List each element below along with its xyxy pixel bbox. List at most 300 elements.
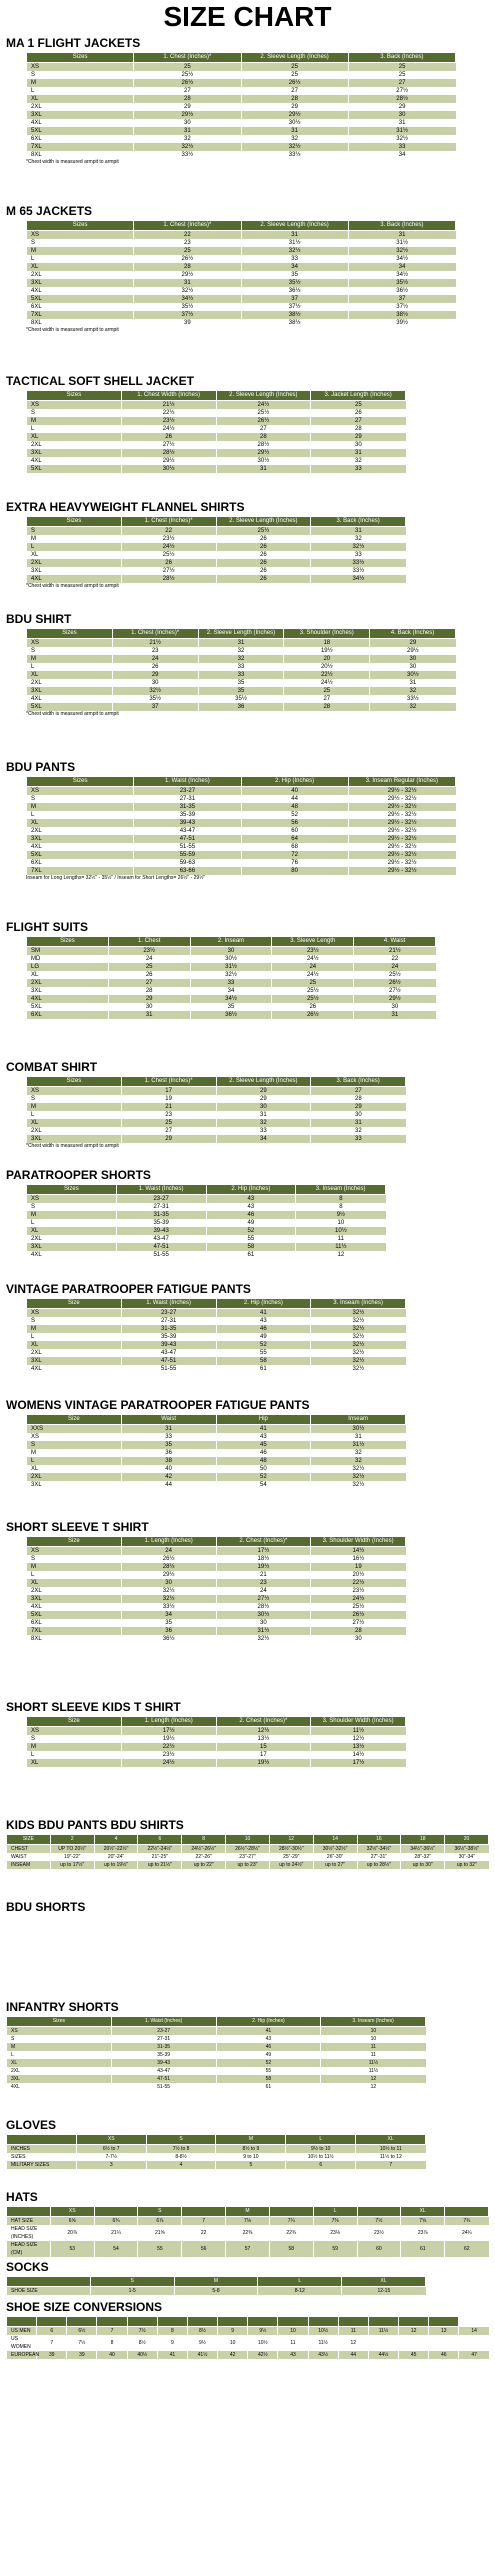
table-cell: 14 — [459, 2327, 489, 2336]
table-cell: 6½ to 7 — [76, 2145, 146, 2154]
table-cell: 28 — [241, 95, 348, 103]
table-cell: 42 — [218, 2351, 248, 2359]
table-row — [27, 1203, 386, 1211]
table-cell: S — [27, 1441, 122, 1449]
table-cell: 9½ — [296, 1211, 386, 1219]
table-row — [27, 647, 456, 655]
table-header-cell — [7, 2277, 91, 2287]
table-cell: 26 — [121, 433, 216, 441]
table-cell: 22¾ — [269, 2225, 313, 2241]
table-cell: L — [27, 255, 134, 263]
table-cell: 12-15 — [342, 2287, 426, 2296]
table-header-cell: 1. Waist (Inches) — [134, 777, 241, 787]
table-cell: 29½ - 32½ — [348, 819, 455, 827]
table-cell: 36 — [198, 703, 284, 711]
table-cell: M — [27, 803, 134, 811]
table-cell: 30½ — [216, 457, 311, 465]
table-cell: 33 — [216, 1127, 311, 1135]
table-cell: 25 — [272, 979, 354, 987]
table-cell: 6XL — [27, 303, 134, 311]
table-row — [27, 425, 406, 433]
table-cell: 30 — [216, 1619, 311, 1627]
table-cell: 12 — [296, 1251, 386, 1259]
table-cell: 23-27 — [111, 2027, 216, 2036]
table-header-cell: Inseam — [311, 1415, 406, 1425]
section-note: *Chest width is measured armpit to armpit — [26, 1143, 119, 1149]
table-row — [27, 963, 436, 971]
table-row — [27, 87, 456, 95]
table-row — [27, 527, 406, 536]
table-cell: S — [27, 647, 113, 655]
table-cell: XS — [27, 231, 134, 240]
table-cell: 29½ — [216, 449, 311, 457]
table-cell: 36½"-38½" — [445, 1845, 489, 1854]
table-header-cell: L — [313, 2207, 357, 2217]
table-cell: HAT SIZE — [7, 2217, 51, 2226]
table-cell: 2XL — [27, 441, 122, 449]
table-row — [7, 2327, 490, 2336]
table-cell: 3XL — [27, 1357, 122, 1365]
table-header-cell: 2. Hip (Inches) — [241, 777, 348, 787]
table-cell: 7⅜ — [313, 2217, 357, 2226]
table-cell: L — [27, 1457, 122, 1465]
table-cell: 42½ — [248, 2351, 278, 2359]
size-section — [6, 2118, 489, 2169]
table-row — [27, 1235, 386, 1243]
table-cell: 25 — [134, 247, 241, 255]
table-cell: 20"-24" — [94, 1853, 138, 1861]
table-cell: 47 — [459, 2351, 489, 2359]
table-header-cell: S — [146, 2135, 216, 2145]
table-cell: 29 — [112, 671, 198, 679]
table-cell: 23½ — [311, 1587, 406, 1595]
table-row — [27, 1481, 406, 1489]
table-cell: 34½ — [134, 295, 241, 303]
table-cell: 32 — [311, 1127, 406, 1135]
table-row — [7, 1861, 489, 1869]
table-row — [27, 1433, 406, 1441]
table-header-cell: Sizes — [27, 777, 134, 787]
table-cell: 5 — [216, 2161, 286, 2169]
table-row — [7, 2145, 426, 2154]
table-cell: 41 — [216, 1309, 311, 1318]
table-cell: 25 — [348, 71, 455, 79]
table-cell: 4XL — [7, 2083, 112, 2091]
table-cell: 8-12 — [258, 2287, 342, 2296]
table-cell: 26 — [216, 559, 311, 567]
table-row — [27, 1095, 406, 1103]
table-cell: 8XL — [27, 1635, 122, 1643]
table-cell: HEAD SIZE (INCHES) — [7, 2225, 51, 2241]
table-cell: 3 — [76, 2161, 146, 2169]
table-cell: 11 — [321, 2051, 426, 2059]
table-cell: 32½ — [121, 1595, 216, 1603]
table-cell: 26½ — [272, 1011, 354, 1019]
table-cell: 30 — [370, 663, 456, 671]
table-cell: 32 — [370, 687, 456, 695]
table-cell: 61 — [216, 1365, 311, 1373]
table-cell: 39½ — [348, 319, 455, 327]
table-header-cell: M — [226, 2207, 270, 2217]
table-cell: 2XL — [27, 679, 113, 687]
table-cell: 28½ — [121, 1563, 216, 1571]
table-row — [27, 995, 436, 1003]
table-header-cell: M — [216, 2135, 286, 2145]
table-header-cell: 1. Length (Inches) — [121, 1537, 216, 1547]
table-cell: 60 — [241, 827, 348, 835]
table-cell: 12 — [321, 2075, 426, 2083]
table-cell: 8 — [296, 1195, 386, 1204]
table-cell: 7½ — [67, 2335, 97, 2351]
table-row — [27, 95, 456, 103]
table-header-cell: Size — [27, 1415, 122, 1425]
table-cell: 40 — [97, 2351, 127, 2359]
table-cell: 27-31 — [134, 795, 241, 803]
table-cell: 24½ — [284, 679, 370, 687]
table-cell: INCHES — [7, 2145, 77, 2154]
table-row — [27, 409, 406, 417]
table-cell: 29 — [216, 1095, 311, 1103]
table-cell: 27 — [108, 979, 190, 987]
table-cell: 29½ — [241, 111, 348, 119]
table-cell: 44½ — [368, 2351, 398, 2359]
table-cell: 29 — [311, 433, 406, 441]
section-title: VINTAGE PARATROOPER FATIGUE PANTS — [6, 1282, 251, 1296]
table-cell: 28½"-30½" — [269, 1845, 313, 1854]
table-cell: 24 — [354, 963, 436, 971]
table-cell: 25"-29" — [269, 1853, 313, 1861]
table-header-cell — [94, 2207, 138, 2217]
table-header-cell — [67, 2317, 97, 2327]
table-cell: 17½ — [311, 1759, 406, 1767]
table-cell: 30½ — [241, 119, 348, 127]
table-cell: 63-66 — [134, 867, 241, 875]
table-cell: 43 — [216, 1433, 311, 1441]
table-cell: 19 — [121, 1095, 216, 1103]
table-row — [7, 2043, 426, 2051]
size-section — [6, 1282, 489, 1373]
table-cell: 31-35 — [116, 1211, 206, 1219]
table-cell: 28 — [134, 263, 241, 271]
table-cell: 22 — [182, 2225, 226, 2241]
table-row — [27, 143, 456, 151]
table-cell: 61 — [401, 2241, 445, 2257]
table-cell: 33 — [348, 143, 455, 151]
section-title: GLOVES — [6, 2118, 57, 2132]
table-cell: XL — [27, 1227, 117, 1235]
size-table — [26, 1298, 406, 1373]
table-cell: 15 — [216, 1743, 311, 1751]
size-section — [6, 36, 489, 166]
table-cell: 7¾ — [445, 2217, 489, 2226]
size-table — [6, 2016, 426, 2091]
table-cell: 33½ — [370, 695, 456, 703]
table-cell: 3XL — [27, 111, 134, 119]
table-cell: 25 — [108, 963, 190, 971]
table-cell: US MEN — [7, 2327, 37, 2336]
table-cell: 29 — [241, 103, 348, 111]
table-cell: 3XL — [27, 1595, 122, 1603]
table-cell: 48 — [241, 803, 348, 811]
table-header-cell: 3. Shoulder (Inches) — [284, 629, 370, 639]
table-row — [27, 1341, 406, 1349]
table-cell: 76 — [241, 859, 348, 867]
table-cell: 12 — [399, 2327, 429, 2336]
table-cell: 19"-22" — [50, 1853, 94, 1861]
table-row — [27, 1317, 406, 1325]
size-section — [6, 920, 489, 1019]
table-cell: up to 28½" — [357, 1861, 401, 1869]
table-row — [27, 1349, 406, 1357]
table-cell: 23-27 — [121, 1309, 216, 1318]
table-header-cell: 3. Inseam (Inches) — [321, 2017, 426, 2027]
table-row — [27, 1619, 406, 1627]
table-row — [27, 303, 456, 311]
table-row — [27, 401, 406, 410]
table-row — [27, 239, 456, 247]
table-cell: L — [27, 1333, 122, 1341]
table-cell: 7⅝ — [401, 2217, 445, 2226]
table-cell: 11 — [278, 2335, 308, 2351]
table-header-cell: 3. Inseam Regular (Inches) — [348, 777, 455, 787]
table-cell: XL — [27, 1465, 122, 1473]
table-cell: 49 — [216, 1333, 311, 1341]
table-row — [27, 1449, 406, 1457]
table-row — [27, 1473, 406, 1481]
table-cell: 47-51 — [134, 835, 241, 843]
table-cell: 4XL — [27, 1251, 117, 1259]
table-header-cell: 3. Jacket Length (Inches) — [311, 391, 406, 401]
size-table — [26, 776, 456, 875]
table-cell: 28½ — [216, 441, 311, 449]
table-cell: 30 — [216, 1103, 311, 1111]
table-header-cell: 10 — [226, 1835, 270, 1845]
section-title: SHOE SIZE CONVERSIONS — [6, 2300, 163, 2314]
table-row — [27, 1087, 406, 1096]
table-cell: XL — [27, 1119, 122, 1127]
table-header-cell: Size — [27, 1299, 122, 1309]
table-row — [7, 2153, 426, 2161]
table-cell: 31 — [134, 279, 241, 287]
table-cell: 58 — [216, 2075, 321, 2083]
section-note: *Chest width is measured armpit to armpit — [26, 583, 119, 589]
table-cell: 6⅞ — [138, 2217, 182, 2226]
table-cell: 4XL — [27, 1603, 122, 1611]
table-cell: 30½ — [216, 1611, 311, 1619]
table-cell: 29½ - 32½ — [348, 851, 455, 859]
table-row — [27, 111, 456, 119]
table-row — [27, 433, 406, 441]
table-cell: 9 to 10 — [216, 2153, 286, 2161]
table-cell: 32½ — [121, 1587, 216, 1595]
table-cell: 60 — [357, 2241, 401, 2257]
size-section — [6, 1818, 489, 1869]
table-cell: 59 — [313, 2241, 357, 2257]
table-cell: 53 — [50, 2241, 94, 2257]
table-header-cell: 1. Chest (Inches)* — [112, 629, 198, 639]
table-cell: 35-39 — [134, 811, 241, 819]
table-cell: S — [27, 1735, 122, 1743]
table-cell: 26 — [216, 543, 311, 551]
table-cell: EUROPEAN — [7, 2351, 37, 2359]
table-header-cell: 2. Chest (Inches)* — [216, 1717, 311, 1727]
table-cell: L — [7, 2051, 112, 2059]
table-cell: 52 — [206, 1227, 296, 1235]
table-cell: 34 — [190, 987, 272, 995]
table-cell: 29½ - 32½ — [348, 787, 455, 796]
table-cell: 36½ — [190, 1011, 272, 1019]
table-cell: 4XL — [27, 575, 122, 583]
table-cell: 13½ — [216, 1735, 311, 1743]
table-cell: 23 — [216, 1579, 311, 1587]
table-header-cell — [429, 2317, 459, 2327]
table-cell: 46 — [216, 1325, 311, 1333]
table-row — [7, 2287, 426, 2296]
table-cell: 31 — [348, 231, 455, 240]
table-cell: 30½"-32½" — [313, 1845, 357, 1854]
table-cell: 18½ — [216, 1555, 311, 1563]
table-cell: 32 — [198, 647, 284, 655]
table-header-cell: 1. Chest — [108, 937, 190, 947]
table-header-cell — [308, 2317, 338, 2327]
table-cell: 35½ — [241, 279, 348, 287]
table-header-cell: 1. Waist (Inches) — [121, 1299, 216, 1309]
table-cell: 6¾ — [94, 2217, 138, 2226]
table-cell: 32 — [198, 655, 284, 663]
table-header-cell: 6 — [138, 1835, 182, 1845]
table-cell: 33 — [311, 1135, 406, 1143]
table-row — [27, 1587, 406, 1595]
table-header-cell: XS — [76, 2135, 146, 2145]
table-cell: 32½ — [311, 1357, 406, 1365]
table-cell: 32½ — [216, 1635, 311, 1643]
table-cell: 31½ — [348, 127, 455, 135]
table-cell: 26"-30" — [313, 1853, 357, 1861]
table-header-cell: Hip — [216, 1415, 311, 1425]
table-cell: 32½ — [311, 1465, 406, 1473]
table-row — [27, 795, 456, 803]
table-row — [7, 2225, 489, 2241]
table-cell: 24 — [272, 963, 354, 971]
table-row — [27, 1011, 436, 1019]
table-row — [27, 1579, 406, 1587]
table-header-cell: 18 — [401, 1835, 445, 1845]
table-row — [7, 2351, 490, 2359]
table-cell: 28"-32" — [401, 1853, 445, 1861]
table-row — [27, 119, 456, 127]
size-table — [26, 1536, 406, 1643]
table-cell: 35 — [190, 1003, 272, 1011]
table-row — [27, 1309, 406, 1318]
table-cell: 31 — [354, 1011, 436, 1019]
table-cell: 12 — [321, 2083, 426, 2091]
table-cell: 31-35 — [134, 803, 241, 811]
table-cell: 22½ — [284, 671, 370, 679]
table-cell: 27 — [311, 1087, 406, 1096]
table-cell: XS — [27, 1547, 122, 1556]
table-cell: 27 — [311, 417, 406, 425]
table-cell: 32½ — [190, 971, 272, 979]
table-cell: 9½ to 10 — [286, 2145, 356, 2154]
table-cell: M — [27, 1449, 122, 1457]
table-cell: 39-43 — [121, 1341, 216, 1349]
table-cell: 32½ — [348, 247, 455, 255]
table-cell: 14½ — [311, 1547, 406, 1556]
table-cell: 30"-34" — [445, 1853, 489, 1861]
table-cell: 33 — [198, 663, 284, 671]
table-cell: 23½ — [121, 417, 216, 425]
table-header-cell — [278, 2317, 308, 2327]
section-title: INFANTRY SHORTS — [6, 2000, 119, 2014]
table-row — [7, 2075, 426, 2083]
table-row — [27, 1595, 406, 1603]
table-cell: 22 — [121, 527, 216, 536]
table-cell: 5-8 — [174, 2287, 258, 2296]
table-header-cell — [187, 2317, 217, 2327]
table-cell: 23½ — [272, 947, 354, 956]
table-header-cell: S — [90, 2277, 174, 2287]
table-cell: 28½ — [348, 95, 455, 103]
table-cell: 32 — [241, 135, 348, 143]
table-cell: 22½ — [311, 1579, 406, 1587]
table-cell: 23½ — [121, 1751, 216, 1759]
table-row — [27, 1127, 406, 1135]
table-cell: 17½ — [121, 1727, 216, 1736]
table-cell: 38½ — [241, 311, 348, 319]
table-cell: 3XL — [27, 449, 122, 457]
table-row — [27, 703, 456, 711]
table-cell: XS — [27, 1195, 117, 1204]
table-row — [7, 1845, 489, 1854]
table-cell: 22½ — [121, 1743, 216, 1751]
table-cell: 27½ — [121, 567, 216, 575]
table-row — [27, 449, 406, 457]
table-cell: XS — [27, 63, 134, 72]
table-cell: 29½ - 32½ — [348, 811, 455, 819]
table-cell: 58 — [216, 1357, 311, 1365]
size-section — [6, 2300, 489, 2359]
table-cell: 25½ — [216, 409, 311, 417]
table-cell: 9 — [218, 2327, 248, 2336]
section-title: FLIGHT SUITS — [6, 920, 88, 934]
table-cell: 55 — [206, 1235, 296, 1243]
table-cell: 22"-26" — [182, 1853, 226, 1861]
table-cell: 35½ — [348, 279, 455, 287]
table-row — [7, 2067, 426, 2075]
table-cell: 21½ — [121, 401, 216, 410]
table-cell: 31 — [121, 1425, 216, 1434]
table-cell: 21½ — [112, 639, 198, 648]
table-cell: S — [27, 239, 134, 247]
table-cell: 55 — [216, 2067, 321, 2075]
table-cell: XL — [27, 263, 134, 271]
table-cell: XL — [27, 1759, 122, 1767]
table-cell: 32½ — [311, 1365, 406, 1373]
table-cell: 32½ — [112, 687, 198, 695]
table-cell: 46 — [216, 1449, 311, 1457]
table-header-cell: 2. Hip (Inches) — [216, 2017, 321, 2027]
table-cell: 3XL — [27, 1135, 122, 1143]
table-cell: 27 — [121, 1127, 216, 1135]
table-row — [27, 263, 456, 271]
table-cell: 5XL — [27, 851, 134, 859]
table-cell: 26½ — [216, 417, 311, 425]
table-row — [27, 1425, 406, 1434]
table-cell: 22 — [134, 231, 241, 240]
table-cell: 41½ — [187, 2351, 217, 2359]
table-cell: 27½ — [216, 1595, 311, 1603]
table-header-cell: 2. Sleeve Length (Inches) — [216, 517, 311, 527]
